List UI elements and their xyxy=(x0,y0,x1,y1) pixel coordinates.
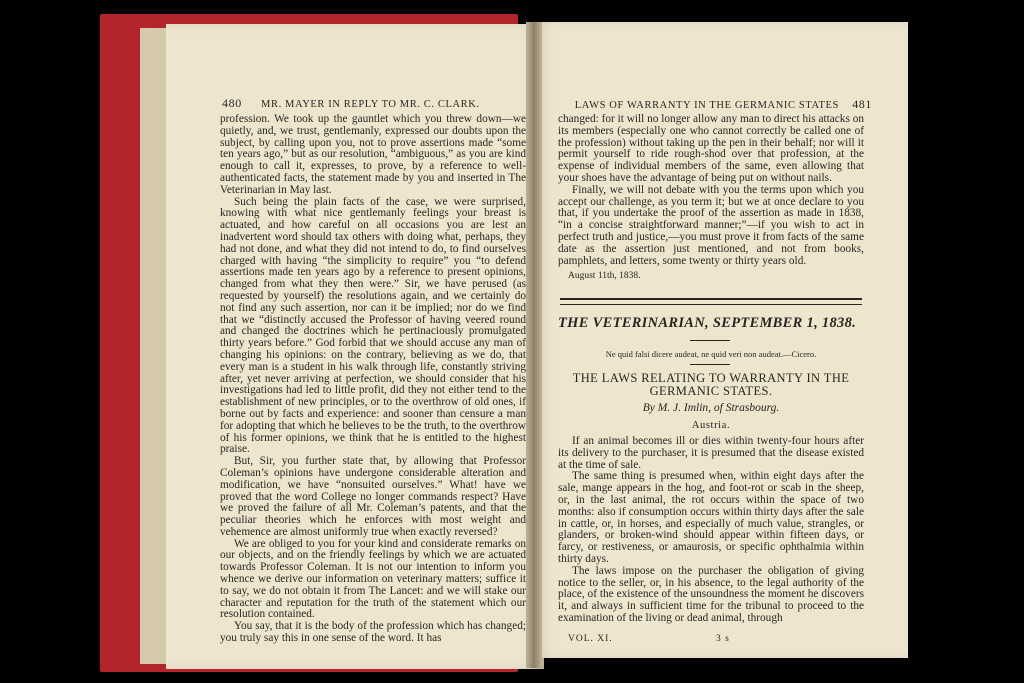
book-gutter xyxy=(526,22,542,668)
byline: By M. J. Imlin, of Strasbourg. xyxy=(642,402,780,414)
left-paragraph: We are obliged to you for your kind and considerate remarks on our objects, and on the friendly feelings by which we are actuated towards Professor Coleman. It is not our intention to inform you whence we derive our information on veterinary matters; suffice it to say, we do not obtain it from The Lancet: and we will stake our character and reputation for the truth of the statement which our resolution contained. xyxy=(220,537,526,621)
double-rule xyxy=(560,298,862,305)
right-paragraph: changed: for it will no longer allow any man to direct his attacks on its members (especially one who cannot correctly be called one of the profession) without taking up the pen in their behalf; nor will it permit yourself to ride rough-shod over that profession, at the expense of individual members of the same, even allowing that your shoes have the advantage of being put on without nails. xyxy=(558,113,864,184)
left-running-head xyxy=(222,96,522,111)
left-running-title: MR. MAYER IN REPLY TO MR. C. CLARK. xyxy=(261,99,480,110)
short-rule xyxy=(690,364,730,365)
left-paragraph: But, Sir, you further state that, by allowing that Professor Coleman’s opinions have undergone considerable alteration and modification, we have “nonsuited ourselves.” What! have we proved that the word College no longer commands respect? Have we proved the failure of all Mr. Coleman’s patents, and that the peculiar theories which he enforces with most weight and vehemence are almost uniformly true when exactly reversed? xyxy=(220,455,526,538)
article-body-text xyxy=(558,436,864,625)
footer-volume: VOL. XI. xyxy=(568,634,613,644)
left-body-text xyxy=(220,114,526,645)
right-running-title: LAWS OF WARRANTY IN THE GERMANIC STATES xyxy=(574,100,839,111)
article-paragraph: The laws impose on the purchaser the obligation of giving notice to the seller, or, in his absence, to the legal authority of the place, of the existence of the unsoundness the moment he discovers it, and always in sufficient time for the tribunal to proceed to the examination of the living or dead animal, through xyxy=(558,564,864,624)
page-footer xyxy=(568,634,868,644)
right-running-head xyxy=(562,97,872,112)
footer-signature: 3 s xyxy=(716,634,730,644)
left-paragraph: You say, that it is the body of the profession which has changed; you truly say this in one sense of the word. It has xyxy=(220,620,526,645)
section-heading: Austria. xyxy=(691,420,731,431)
left-page-number: 480 xyxy=(222,96,242,110)
right-body-text xyxy=(558,114,864,283)
left-page xyxy=(166,24,544,669)
motto: Ne quid falsi dicere audeat, ne quid veri non audeat.—Cicero. xyxy=(605,349,817,359)
right-page-number: 481 xyxy=(852,97,872,111)
left-paragraph: Such being the plain facts of the case, we were surprised, knowing with what nice gentlemanly feelings your breast is actuated, and how careful on all occasions you are lest an inadvertent word should tax others with doing what, perhaps, they had not done, and what they did not intend to do, to find ourselves charged with having “the simplicity to require” you “to defend assertions made ten years ago by a reference to present opinions, changed from what they then were.” Sir, we have perused (as requested by yourself) the resolutions again, and we certainly do not find any such assertion, nor can it be implied; nor do we find that we “distinctly accused the Professor of having veered round and changed the doctrines which he pertinaciously promulgated thirty years before.” God forbid that we should accuse any man of changing his opinions: on the contrary, believing as we do, that every man is a student in his walk through life, constantly striving after, yet never arriving at perfection, we should consider that his investigations had led to little profit, did they not either tend to the establishment of new principles, or to the overthrow of old ones, if borne out by facts and experience: and sooner than censure a man for adopting that which he believes to be the truth, to the overthrow of his former opinions, we think that he is entitled to the highest praise. xyxy=(220,195,526,456)
article-paragraph: The same thing is presumed when, within eight days after the sale, mange appears in the hog, and foot-rot or scab in the sheep, or, in the last animal, the rot occurs within the space of two months: also if consumption occurs within thirty days after the sale in cattle, or, in horses, and especially of much value, strangles, or glanders, or broken-wind should appear within fifteen days, or farcy, or restiveness, or amaurosis, or specific ophthalmia within thirty days. xyxy=(558,470,864,565)
masthead: THE VETERINARIAN, SEPTEMBER 1, 1838. xyxy=(558,315,857,331)
right-page xyxy=(530,22,908,658)
short-rule xyxy=(690,340,730,341)
left-paragraph: profession. We took up the gauntlet which you threw down—we quietly, and, we trust, gentlemanly, expressed our doubts upon the subject, by calling upon you, not to prove assertions made “some ten years ago,” but as our resolution, “ambiguous,” as you are kind enough to call it, expresses, to prove, by a reference to well-authenticated facts, the statement made by you and inserted in The Veterinarian in May last. xyxy=(220,113,526,196)
right-paragraph: Finally, we will not debate with you the terms upon which you accept our challenge, as you term it; but we at once declare to you that, if you undertake the proof of the assertion as made in 1838, “in a concise straightforward manner;”—if you wish to act in perfect truth and justice,—you must prove it from facts of the same date as the assertion just mentioned, and not from books, pamphlets, and letters, some twenty or thirty years old. xyxy=(558,183,864,267)
article-title: THE LAWS RELATING TO WARRANTY IN THE GERMANIC STATES. xyxy=(572,371,850,398)
article-paragraph: If an animal becomes ill or dies within twenty-four hours after its delivery to the purchaser, it is presumed that the disease existed at the time of sale. xyxy=(558,435,864,471)
date-line: August 11th, 1838. xyxy=(568,271,641,282)
